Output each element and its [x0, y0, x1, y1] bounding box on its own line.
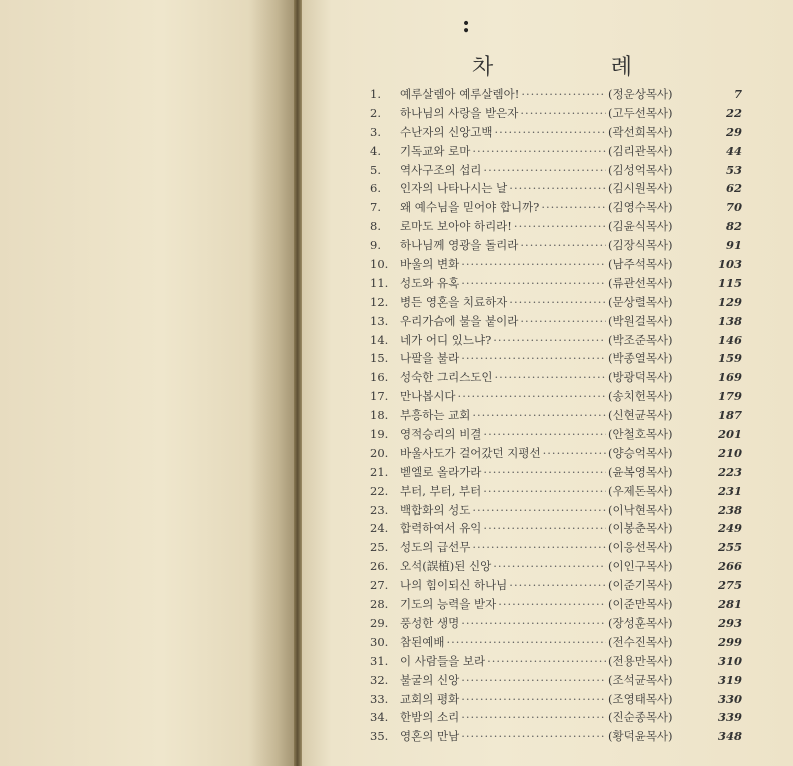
toc-entry [370, 199, 742, 218]
toc-entry [370, 634, 742, 653]
entry-number: 24. [370, 521, 389, 536]
toc-entry [370, 313, 742, 332]
entry-title: 만나봅시다 [400, 389, 456, 404]
entry-author: (남주석목사) [608, 257, 673, 272]
entry-author: (안철호목사) [608, 427, 673, 442]
dot-leader [461, 257, 606, 271]
heading-mark: : [462, 12, 471, 38]
entry-title: 하나님의 사랑을 받은자 [400, 105, 519, 120]
dot-leader [458, 389, 606, 403]
dot-leader [461, 673, 606, 687]
toc-entry [370, 180, 742, 199]
dot-leader [520, 238, 606, 252]
dot-leader [461, 692, 606, 706]
toc-entry [370, 653, 742, 672]
entry-page-number: 266 [717, 559, 742, 574]
toc-entry [370, 237, 742, 256]
entry-author: (윤복영목사) [608, 464, 673, 479]
entry-title: 하나님께 영광을 돌리라 [400, 238, 519, 253]
entry-page-number: 7 [733, 87, 742, 101]
toc-entry [370, 256, 742, 275]
toc-entry [370, 558, 742, 577]
entry-title: 기도의 능력을 받자 [400, 597, 497, 612]
dot-leader [487, 654, 606, 668]
dot-leader [521, 87, 606, 101]
entry-page-number: 231 [717, 483, 742, 498]
entry-title: 네가 어디 있느냐? [400, 332, 492, 347]
entry-number: 10. [370, 257, 389, 272]
entry-number: 5. [370, 162, 381, 177]
entry-title: 합력하여서 유익 [400, 521, 482, 536]
entry-title: 한밤의 소리 [400, 710, 460, 725]
entry-author: (박종열목사) [608, 351, 673, 366]
dot-leader [509, 578, 606, 592]
entry-number: 22. [370, 483, 389, 498]
entry-title: 백합화의 성도 [400, 502, 471, 517]
entry-title: 불굴의 신앙 [400, 672, 460, 687]
right-page [302, 0, 793, 766]
entry-title: 바울사도가 걸어갔던 지평선 [400, 445, 541, 460]
entry-author: (박원걸목사) [608, 313, 673, 328]
entry-author: (신현균목사) [608, 408, 673, 423]
entry-author: (고두선목사) [608, 105, 673, 120]
dot-leader [446, 635, 606, 649]
dot-leader [483, 484, 606, 498]
toc-entry [370, 218, 742, 237]
dot-leader [520, 314, 606, 328]
entry-title: 나의 힘이되신 하나님 [400, 578, 508, 593]
entry-number: 23. [370, 502, 389, 517]
entry-number: 18. [370, 408, 389, 423]
entry-author: (김성억목사) [608, 162, 673, 177]
entry-page-number: 53 [725, 162, 742, 177]
dot-leader [461, 616, 606, 630]
entry-page-number: 299 [717, 634, 742, 649]
entry-page-number: 281 [717, 597, 742, 612]
entry-title: 참된예배 [400, 634, 445, 649]
entry-author: (이인구목사) [608, 559, 673, 574]
toc-entry [370, 691, 742, 710]
dot-leader [483, 427, 606, 441]
entry-number: 15. [370, 351, 389, 366]
book-gutter [294, 0, 302, 766]
toc-entry [370, 407, 742, 426]
dot-leader [472, 503, 606, 517]
entry-author: (이준기목사) [608, 578, 673, 593]
toc-entry [370, 294, 742, 313]
entry-number: 30. [370, 634, 389, 649]
entry-author: (이낙현목사) [608, 502, 673, 517]
entry-number: 27. [370, 578, 389, 593]
entry-author: (김장식목사) [608, 238, 673, 253]
dot-leader [472, 144, 606, 158]
entry-number: 26. [370, 559, 389, 574]
entry-title: 오석(誤植)된 신앙 [400, 559, 492, 574]
entry-title: 이 사람들을 보라 [400, 653, 486, 668]
dot-leader [483, 521, 606, 535]
toc-entry [370, 350, 742, 369]
entry-page-number: 330 [717, 691, 742, 706]
entry-author: (황덕윤목사) [608, 729, 673, 744]
title-char-1: 차 [472, 55, 494, 80]
entry-page-number: 159 [717, 351, 742, 366]
entry-author: (류관선목사) [608, 275, 673, 290]
table-of-contents [370, 86, 742, 747]
entry-page-number: 179 [717, 389, 742, 404]
dot-leader [495, 370, 606, 384]
entry-author: (조영태목사) [608, 691, 673, 706]
entry-page-number: 129 [717, 294, 742, 309]
entry-page-number: 82 [725, 219, 742, 234]
entry-number: 35. [370, 729, 389, 744]
entry-number: 12. [370, 294, 389, 309]
toc-entry [370, 577, 742, 596]
toc-entry [370, 426, 742, 445]
page-title [472, 50, 632, 81]
entry-number: 29. [370, 615, 389, 630]
entry-title: 수난자의 신앙고백 [400, 124, 493, 139]
entry-author: (김영수목사) [608, 200, 673, 215]
entry-title: 교회의 평화 [400, 691, 460, 706]
entry-number: 33. [370, 691, 389, 706]
entry-page-number: 210 [717, 445, 742, 460]
entry-author: (정운상목사) [608, 87, 673, 101]
entry-title: 예루살렘아 예루살렘아! [400, 87, 520, 101]
entry-author: (송치헌목사) [608, 389, 673, 404]
entry-number: 32. [370, 672, 389, 687]
entry-title: 벧엘로 올라가라 [400, 464, 482, 479]
dot-leader [483, 465, 606, 479]
entry-title: 인자의 나타나시는 날 [400, 181, 508, 196]
title-char-2: 례 [610, 55, 632, 80]
entry-author: (이응선목사) [608, 540, 673, 555]
entry-page-number: 249 [717, 521, 742, 536]
entry-number: 7. [370, 200, 381, 215]
entry-page-number: 138 [717, 313, 742, 328]
entry-title: 부흥하는 교회 [400, 408, 471, 423]
entry-page-number: 146 [717, 332, 742, 347]
entry-title: 역사구조의 섭리 [400, 162, 482, 177]
dot-leader [472, 408, 606, 422]
entry-page-number: 91 [725, 238, 742, 253]
entry-author: (우제돈목사) [608, 483, 673, 498]
dot-leader [498, 597, 606, 611]
entry-page-number: 29 [725, 124, 742, 139]
dot-leader [509, 181, 606, 195]
toc-entry [370, 709, 742, 728]
toc-entry [370, 539, 742, 558]
entry-page-number: 238 [717, 502, 742, 517]
dot-leader [461, 729, 606, 743]
dot-leader [520, 106, 606, 120]
entry-title: 기독교와 로마 [400, 143, 471, 158]
entry-author: (이준만목사) [608, 597, 673, 612]
toc-entry [370, 369, 742, 388]
entry-number: 14. [370, 332, 389, 347]
entry-author: (김시원목사) [608, 181, 673, 196]
entry-number: 31. [370, 653, 389, 668]
entry-number: 9. [370, 238, 381, 253]
entry-number: 2. [370, 105, 381, 120]
entry-number: 3. [370, 124, 381, 139]
entry-page-number: 275 [717, 578, 742, 593]
dot-leader [472, 540, 606, 554]
toc-entry [370, 615, 742, 634]
page-shadow [248, 0, 298, 766]
entry-number: 17. [370, 389, 389, 404]
toc-entry [370, 332, 742, 351]
entry-title: 성도의 급선무 [400, 540, 471, 555]
entry-number: 20. [370, 445, 389, 460]
entry-number: 11. [370, 275, 389, 290]
entry-page-number: 201 [717, 427, 742, 442]
dot-leader [461, 276, 606, 290]
dot-leader [461, 351, 606, 365]
dot-leader [543, 446, 606, 460]
entry-author: (장성훈목사) [608, 615, 673, 630]
entry-title: 왜 예수님을 믿어야 합니까? [400, 200, 540, 215]
entry-author: (박조준목사) [608, 332, 673, 347]
entry-number: 6. [370, 181, 381, 196]
entry-author: (김리관목사) [608, 143, 673, 158]
toc-entry [370, 464, 742, 483]
entry-number: 21. [370, 464, 389, 479]
toc-entry [370, 86, 742, 105]
entry-title: 바울의 변화 [400, 257, 460, 272]
dot-leader [493, 559, 606, 573]
entry-title: 풍성한 생명 [400, 615, 460, 630]
toc-entry [370, 483, 742, 502]
entry-title: 영혼의 만남 [400, 729, 460, 744]
toc-entry [370, 388, 742, 407]
toc-entry [370, 520, 742, 539]
dot-leader [495, 125, 606, 139]
toc-entry [370, 162, 742, 181]
entry-author: (조석균목사) [608, 672, 673, 687]
entry-page-number: 70 [725, 200, 742, 215]
entry-page-number: 103 [717, 257, 742, 272]
dot-leader [493, 333, 606, 347]
entry-number: 28. [370, 597, 389, 612]
entry-title: 성도와 유혹 [400, 275, 460, 290]
entry-page-number: 22 [725, 105, 742, 120]
entry-page-number: 115 [717, 275, 742, 290]
entry-page-number: 255 [717, 540, 742, 555]
entry-title: 성숙한 그리스도인 [400, 370, 493, 385]
entry-title: 우리가슴에 불을 붙이라 [400, 313, 519, 328]
entry-author: (방광덕목사) [608, 370, 673, 385]
entry-author: (전용만목사) [608, 653, 673, 668]
toc-entry [370, 502, 742, 521]
entry-number: 8. [370, 219, 381, 234]
entry-title: 부터, 부터, 부터 [400, 483, 482, 498]
entry-author: (김윤식목사) [608, 219, 673, 234]
entry-number: 4. [370, 143, 381, 158]
dot-leader [483, 163, 606, 177]
entry-page-number: 187 [717, 408, 742, 423]
entry-title: 병든 영혼을 치료하자 [400, 294, 508, 309]
entry-page-number: 339 [717, 710, 742, 725]
toc-entry [370, 143, 742, 162]
dot-leader [514, 219, 606, 233]
entry-number: 25. [370, 540, 389, 555]
entry-author: (문상렬목사) [608, 294, 673, 309]
toc-entry [370, 445, 742, 464]
entry-author: (이봉춘목사) [608, 521, 673, 536]
dot-leader [509, 295, 606, 309]
toc-entry [370, 275, 742, 294]
entry-number: 13. [370, 313, 389, 328]
entry-title: 로마도 보아야 하리라! [400, 219, 512, 234]
entry-page-number: 319 [717, 672, 742, 687]
entry-page-number: 293 [717, 615, 742, 630]
entry-page-number: 169 [717, 370, 742, 385]
entry-title: 영적승리의 비결 [400, 427, 482, 442]
dot-leader [541, 200, 606, 214]
entry-page-number: 348 [717, 729, 742, 744]
dot-leader [461, 710, 606, 724]
entry-author: (곽선희목사) [608, 124, 673, 139]
entry-number: 1. [370, 87, 381, 101]
entry-number: 19. [370, 427, 389, 442]
entry-number: 16. [370, 370, 389, 385]
toc-entry [370, 105, 742, 124]
entry-page-number: 62 [725, 181, 742, 196]
entry-page-number: 223 [717, 464, 742, 479]
toc-entry [370, 672, 742, 691]
entry-number: 34. [370, 710, 389, 725]
entry-page-number: 44 [725, 143, 742, 158]
toc-entry [370, 596, 742, 615]
entry-page-number: 310 [717, 653, 742, 668]
entry-author: (양승억목사) [608, 445, 673, 460]
entry-title: 나팔을 불라 [400, 351, 460, 366]
toc-entry [370, 124, 742, 143]
entry-author: (전수진목사) [608, 634, 673, 649]
entry-author: (진순종목사) [608, 710, 673, 725]
toc-entry [370, 728, 742, 747]
